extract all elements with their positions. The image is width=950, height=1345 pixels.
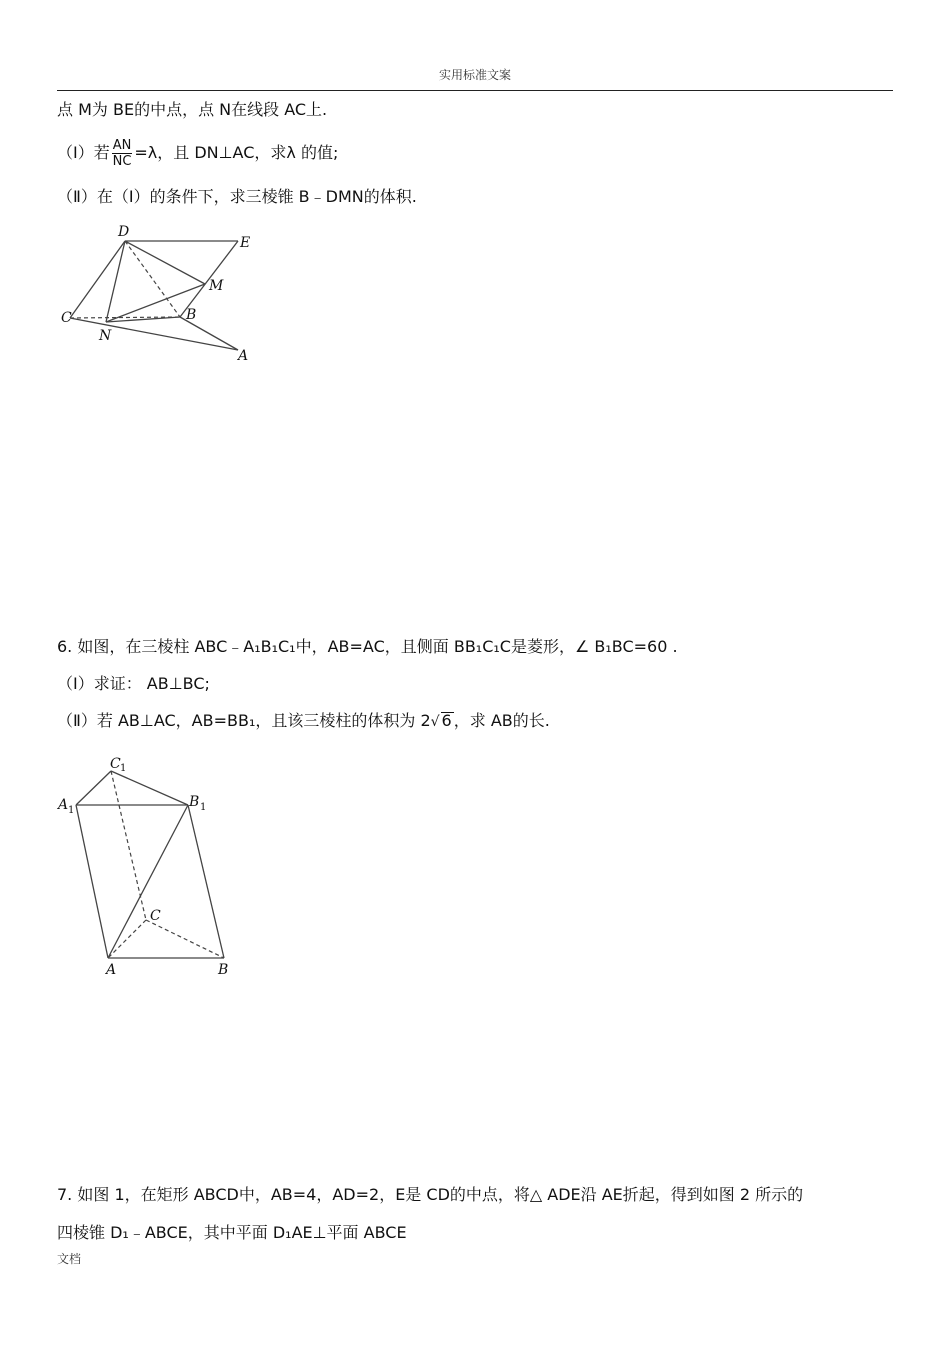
label-c-prism: C	[150, 908, 161, 924]
edge-dn	[106, 241, 125, 322]
label-b: B	[186, 307, 197, 323]
edge-cb-hidden	[146, 920, 224, 958]
label-n: N	[99, 328, 112, 344]
fraction-denominator: NC	[112, 154, 132, 169]
edge-a1c1	[76, 771, 111, 805]
label-b1-sub: 1	[200, 802, 207, 813]
page-header: 实用标准文案	[438, 68, 511, 82]
sqrt-sign: √	[430, 714, 440, 730]
problem6-part2-suffix: ，求 AB的长.	[453, 711, 550, 730]
problem5-part2: （Ⅱ）在（Ⅰ）的条件下，求三棱锥 B﹣DMN的体积.	[57, 187, 417, 206]
problem6-part1: （Ⅰ）求证： AB⊥BC;	[57, 674, 210, 693]
problem6-part2-prefix: （Ⅱ）若 AB⊥AC，AB=BB₁，且该三棱柱的体积为 2	[57, 711, 431, 730]
label-c1-sub: 1	[120, 763, 127, 774]
fraction-numerator: AN	[112, 138, 132, 153]
edge-dc	[70, 241, 125, 318]
edge-c1b1	[111, 771, 188, 805]
edge-ca	[70, 318, 238, 350]
label-a1: A	[58, 797, 69, 813]
page-footer: 文档	[57, 1252, 82, 1266]
edge-b1b	[188, 805, 224, 958]
label-e: E	[240, 235, 251, 251]
label-b-prism: B	[218, 962, 229, 978]
edge-c1c-hidden	[111, 771, 146, 920]
label-a: A	[238, 348, 249, 364]
sqrt-radicand: 6	[441, 711, 452, 730]
edge-dm	[125, 241, 205, 284]
label-c: C	[61, 310, 72, 326]
edge-db-hidden	[125, 241, 180, 317]
label-a1-sub: 1	[68, 805, 75, 816]
label-d: D	[118, 224, 130, 240]
problem6-statement: 6. 如图，在三棱柱 ABC﹣A₁B₁C₁中，AB=AC，且侧面 BB₁C₁C是菱形，∠ B₁BC=60 .	[57, 637, 678, 656]
edge-ab1	[108, 805, 188, 958]
problem7-line1: 7. 如图 1，在矩形 ABCD中，AB=4，AD=2，E是 CD的中点，将△ ADE沿 AE折起，得到如图 2 所示的	[57, 1185, 804, 1204]
problem5-part1-suffix: =λ，且 DN⊥AC，求λ 的值;	[134, 143, 339, 162]
problem5-part1-prefix: （Ⅰ）若	[57, 143, 110, 162]
label-b1: B	[189, 794, 200, 810]
label-m: M	[209, 278, 224, 294]
problem5-line1: 点 M为 BE的中点，点 N在线段 AC上.	[57, 100, 328, 119]
edge-ca-hidden	[108, 920, 146, 958]
problem6-part2	[57, 711, 550, 732]
label-a-prism: A	[106, 962, 117, 978]
problem7-line2: 四棱锥 D₁﹣ABCE，其中平面 D₁AE⊥平面 ABCE	[57, 1223, 407, 1242]
label-c1: C	[110, 756, 121, 772]
edge-a1a	[76, 805, 108, 958]
